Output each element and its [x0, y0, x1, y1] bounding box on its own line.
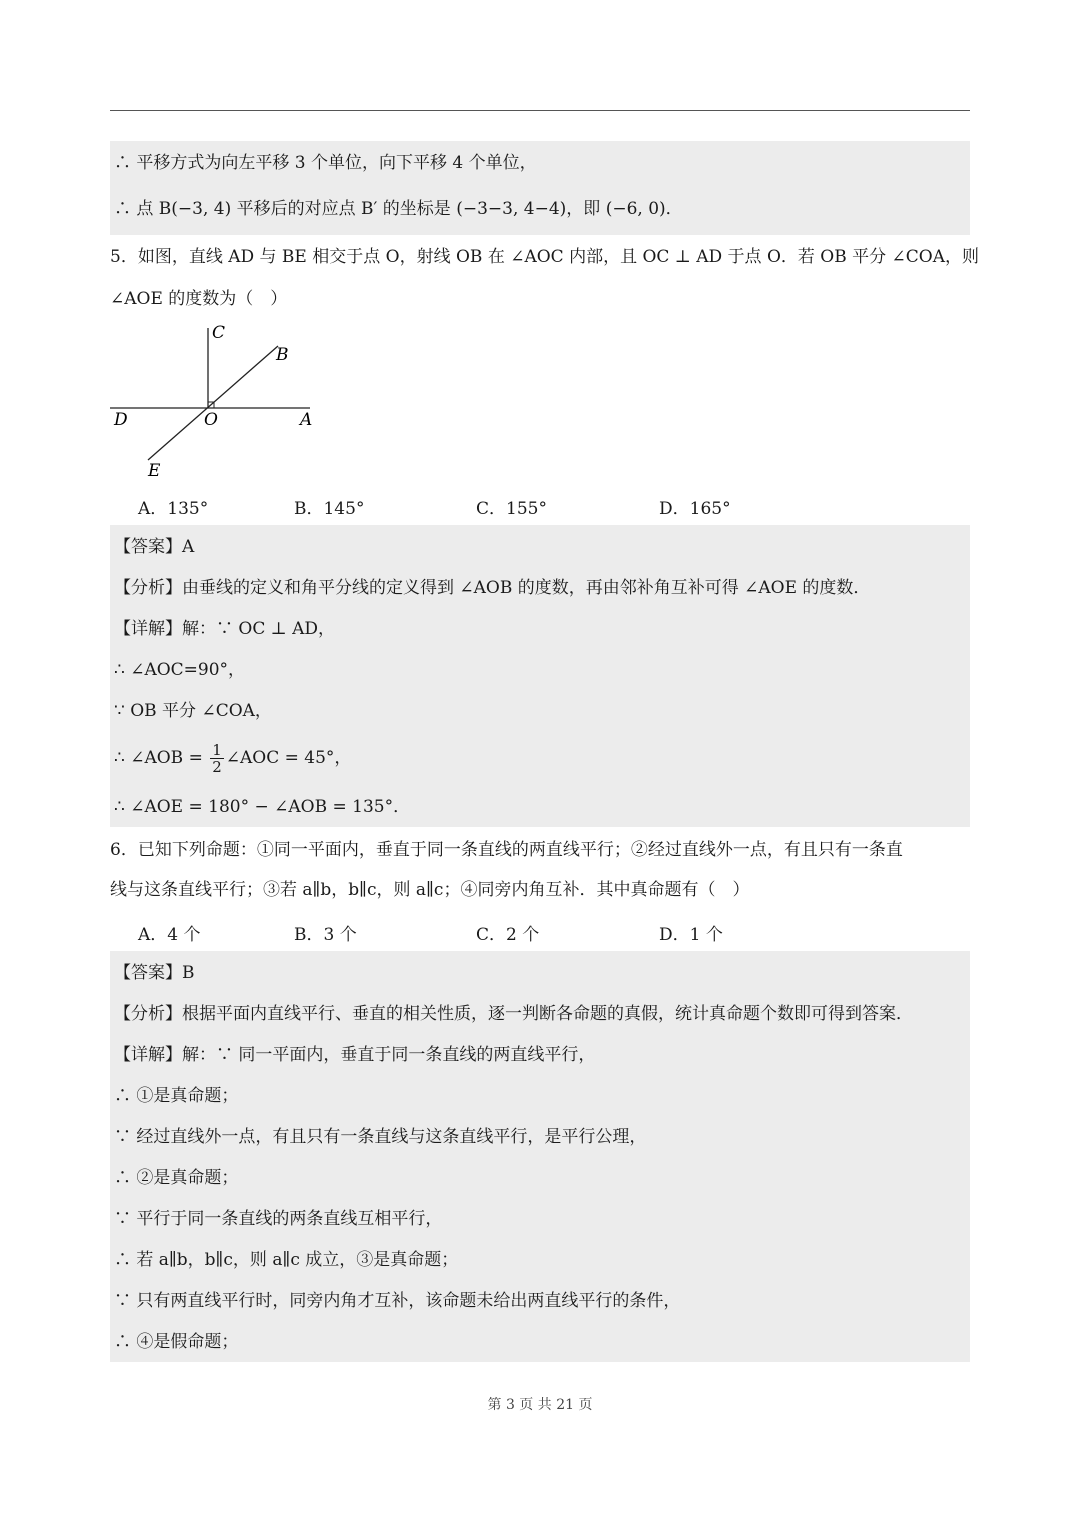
q6-detail-1: 【详解】解：∵ 同一平面内，垂直于同一条直线的两直线平行，	[114, 1045, 596, 1065]
q6-option-d: D．1 个	[659, 925, 723, 945]
q6-options	[110, 920, 970, 944]
q5-line-2: ∠AOE 的度数为（ ）	[110, 289, 288, 309]
label-A: A	[300, 410, 313, 430]
page-footer: 第 3 页 共 21 页	[487, 1397, 593, 1413]
q6-answer-block	[110, 951, 970, 1362]
q6-analysis: 【分析】根据平面内直线平行、垂直的相关性质，逐一判断各命题的真假，统计真命题个数即可得到答案．	[114, 1004, 913, 1024]
q5-answer: 【答案】A	[114, 537, 195, 557]
q6-detail-6: ∴ 若 a∥b，b∥c，则 a∥c 成立，③是真命题；	[114, 1250, 459, 1270]
q5-option-a: A．135°	[138, 499, 209, 519]
q5-detail-1: 【详解】解：∵ OC ⊥ AD，	[114, 619, 336, 639]
q5-line-1: 5．如图，直线 AD 与 BE 相交于点 O，射线 OB 在 ∠AOC 内部，且 OC ⊥ AD 于点 O．若 OB 平分 ∠COA，则	[110, 247, 979, 267]
question-6	[110, 838, 970, 908]
label-O: O	[204, 410, 218, 430]
top-solution-block	[110, 141, 970, 235]
q5-option-b: B．145°	[294, 499, 365, 519]
q6-detail-8: ∴ ④是假命题；	[114, 1332, 239, 1352]
header-rule	[110, 110, 970, 111]
q5-detail-5: ∴ ∠AOE = 180° − ∠AOB = 135°．	[114, 797, 411, 817]
q6-detail-2: ∴ ①是真命题；	[114, 1086, 239, 1106]
question-5	[110, 245, 979, 315]
label-B: B	[276, 345, 289, 365]
label-E: E	[148, 461, 161, 481]
q5-detail-4	[110, 737, 974, 779]
label-C: C	[212, 323, 226, 343]
q6-detail-3: ∵ 经过直线外一点，有且只有一条直线与这条直线平行，是平行公理，	[114, 1127, 647, 1147]
q5-detail-4-post: ∠AOC = 45°，	[225, 748, 352, 768]
line-BE	[148, 346, 278, 460]
q5-detail-2: ∴ ∠AOC=90°，	[114, 660, 246, 680]
fraction-one-half	[210, 742, 224, 775]
q5-options	[110, 494, 970, 518]
q5-answer-block	[110, 525, 970, 827]
q5-geometry-figure	[110, 318, 330, 490]
top-line-1: ∴ 平移方式为向左平移 3 个单位，向下平移 4 个单位，	[114, 153, 537, 173]
q6-line-1: 6．已知下列命题：①同一平面内，垂直于同一条直线的两直线平行；②经过直线外一点，有且只有一条直	[110, 840, 903, 860]
q6-answer: 【答案】B	[114, 963, 195, 983]
q5-option-c: C．155°	[476, 499, 547, 519]
q6-detail-4: ∴ ②是真命题；	[114, 1168, 239, 1188]
q5-analysis: 【分析】由垂线的定义和角平分线的定义得到 ∠AOB 的度数，再由邻补角互补可得 ∠AOE 的度数．	[114, 578, 871, 598]
q6-option-c: C．2 个	[476, 925, 540, 945]
q6-detail-5: ∵ 平行于同一条直线的两条直线互相平行，	[114, 1209, 443, 1229]
q6-detail-7: ∵ 只有两直线平行时，同旁内角才互补，该命题未给出两直线平行的条件，	[114, 1291, 681, 1311]
top-line-2: ∴ 点 B(−3, 4) 平移后的对应点 B′ 的坐标是 (−3−3, 4−4)，即 (−6, 0)．	[114, 199, 683, 219]
q5-detail-4-pre: ∴ ∠AOB =	[114, 748, 209, 768]
q6-line-2: 线与这条直线平行；③若 a∥b，b∥c，则 a∥c；④同旁内角互补．其中真命题有（ ）	[110, 880, 750, 900]
q5-detail-3: ∵ OB 平分 ∠COA，	[114, 701, 272, 721]
label-D: D	[114, 410, 128, 430]
q5-option-d: D．165°	[659, 499, 731, 519]
fraction-numerator: 1	[212, 741, 222, 759]
q6-option-b: B．3 个	[294, 925, 357, 945]
q6-option-a: A．4 个	[138, 925, 201, 945]
fraction-denominator: 2	[212, 758, 222, 776]
